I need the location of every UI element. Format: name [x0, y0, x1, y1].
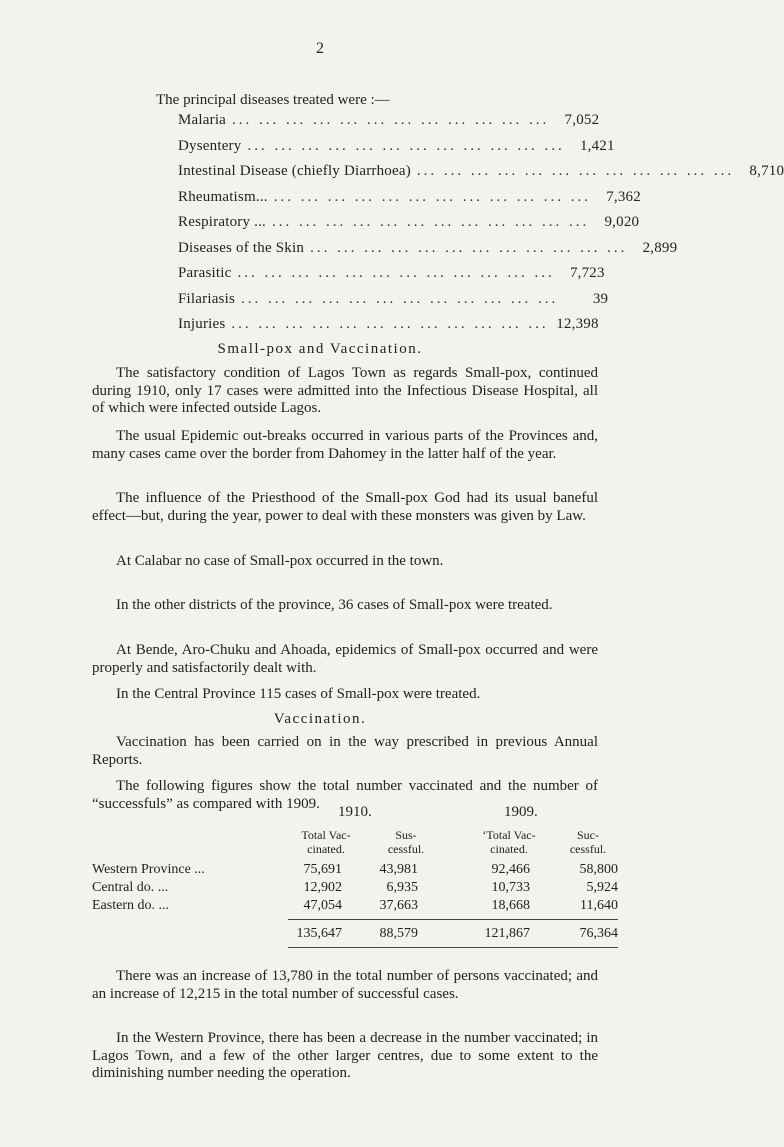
table-cell: 18,668 — [491, 898, 530, 913]
section-heading-smallpox: Small-pox and Vaccination. — [217, 341, 423, 357]
paragraph: The satisfactory condition of Lagos Town as regards Small-pox, continued during 1910, only 17 cases were admitted into the Infectious Disease Hospital, all of which were infected outside Lagos. — [92, 365, 598, 416]
disease-name: Filariasis — [178, 290, 235, 307]
table-cell: 92,466 — [491, 862, 530, 877]
table-cell: 6,935 — [386, 880, 418, 895]
column-header-line: cinated. — [307, 842, 345, 856]
disease-count: 8,710 — [749, 163, 784, 179]
disease-name: Dysentery — [178, 137, 242, 154]
table-cell: 75,691 — [303, 862, 342, 877]
leader-dots: ... ... ... ... ... ... ... ... ... ... ... ... — [247, 137, 565, 154]
disease-list — [178, 112, 784, 342]
table-totals-row — [92, 926, 618, 944]
leader-dots: ... ... ... ... ... ... ... ... ... ... ... ... — [232, 112, 550, 128]
column-header-line: Sus- — [395, 828, 417, 842]
column-header-line: cessful. — [387, 842, 425, 856]
table-cell: 37,663 — [379, 898, 418, 913]
paragraph: The following figures show the total number vaccinated and the number of “successfuls” as compared with 1909. — [92, 778, 598, 812]
disease-row — [178, 188, 641, 215]
column-header-line: ‘Total Vac- — [482, 828, 536, 842]
table-rule-bottom — [288, 947, 618, 948]
table-row — [92, 898, 618, 916]
disease-name: Injuries — [178, 316, 226, 332]
table-row — [92, 862, 618, 880]
disease-count: 9,020 — [604, 214, 640, 230]
table-rule-top — [288, 919, 618, 920]
page-number: 2 — [316, 40, 324, 57]
leader-dots: ... ... ... ... ... ... ... ... ... ... ... ... — [237, 265, 555, 281]
leader-dots: ... ... ... ... ... ... ... ... ... ... ... ... — [273, 188, 591, 205]
disease-name: Respiratory ... — [178, 214, 266, 230]
row-label: Eastern do. ... — [92, 898, 169, 913]
year-1909: 1909. — [504, 804, 538, 820]
column-header-line: Total Vac- — [301, 828, 351, 842]
paragraph: The usual Epidemic out-breaks occurred in various parts of the Provinces and, many cases came over the border from Dahomey in the latter half of the year. — [92, 428, 598, 462]
table-cell: 5,924 — [586, 880, 618, 895]
paragraph: In the Western Province, there has been a decrease in the number vaccinated; in Lagos Town, and a few of the other larger centres, due to some extent to the diminishing number needing the operation. — [92, 1030, 598, 1081]
disease-row — [178, 163, 784, 189]
section-heading-vaccination: Vaccination. — [273, 711, 367, 727]
leader-dots: ... ... ... ... ... ... ... ... ... ... ... ... — [241, 290, 559, 307]
table-cell: 11,640 — [580, 898, 618, 913]
disease-count: 7,052 — [564, 112, 600, 128]
disease-name: Parasitic — [178, 265, 232, 281]
row-label: Western Province ... — [92, 862, 205, 877]
disease-name: Malaria — [178, 112, 227, 128]
leader-dots: ... ... ... ... ... ... ... ... ... ... ... ... — [310, 239, 628, 256]
disease-row — [178, 239, 678, 266]
disease-count: 7,362 — [606, 188, 641, 205]
column-header-line: cinated. — [490, 842, 528, 856]
table-cell: 58,800 — [579, 862, 618, 877]
leader-dots: ... ... ... ... ... ... ... ... ... ... ... ... — [231, 316, 549, 332]
disease-row — [178, 316, 599, 342]
disease-row — [178, 214, 640, 240]
paragraph: At Calabar no case of Small-pox occurred in the town. — [116, 553, 444, 569]
leader-dots: ... ... ... ... ... ... ... ... ... ... ... ... — [271, 214, 590, 230]
leader-dots: ... ... ... ... ... ... ... ... ... ... ... ... — [416, 163, 735, 179]
disease-name: Diseases of the Skin — [178, 239, 305, 256]
paragraph: The influence of the Priesthood of the Small-pox God had its usual baneful effect—but, during the year, power to deal with these monsters was given by Law. — [92, 490, 598, 524]
paragraph: At Bende, Aro-Chuku and Ahoada, epidemics of Small-pox occurred and were properly and satisfactorily dealt with. — [92, 642, 598, 676]
table-cell: 12,902 — [303, 880, 342, 895]
disease-count: 12,398 — [556, 316, 599, 332]
table-cell: 10,733 — [491, 880, 530, 895]
total-cell: 135,647 — [296, 926, 342, 941]
disease-name: Intestinal Disease (chiefly Diarrhoea) — [178, 163, 411, 179]
table-cell: 47,054 — [303, 898, 342, 913]
year-1910: 1910. — [338, 804, 372, 820]
disease-row — [178, 265, 605, 291]
paragraph: There was an increase of 13,780 in the total number of persons vaccinated; and an increase of 12,215 in the total number of successful cases. — [92, 968, 598, 1002]
paragraph: In the Central Province 115 cases of Small-pox were treated. — [116, 686, 481, 702]
table-row — [92, 880, 618, 898]
disease-row — [178, 290, 609, 317]
intro-line: The principal diseases treated were :— — [156, 92, 390, 108]
column-header — [286, 828, 366, 856]
disease-count: 7,723 — [569, 265, 605, 281]
table-cell: 43,981 — [379, 862, 418, 877]
column-header — [558, 828, 618, 856]
disease-count: 2,899 — [642, 239, 678, 256]
column-header — [366, 828, 446, 856]
disease-name: Rheumatism... — [178, 188, 268, 205]
total-cell: 121,867 — [484, 926, 530, 941]
disease-row — [178, 137, 615, 164]
disease-count: 1,421 — [579, 137, 615, 154]
disease-count: 39 — [592, 290, 609, 307]
total-cell: 88,579 — [379, 926, 418, 941]
column-header — [464, 828, 554, 856]
paragraph: In the other districts of the province, 36 cases of Small-pox were treated. — [116, 597, 553, 613]
disease-row — [178, 112, 600, 138]
row-label: Central do. ... — [92, 880, 169, 895]
column-header-line: Suc- — [577, 828, 599, 842]
paragraph: Vaccination has been carried on in the way prescribed in previous Annual Reports. — [92, 734, 598, 768]
column-header-line: cessful. — [569, 842, 607, 856]
table-year-row — [92, 804, 618, 824]
total-cell: 76,364 — [579, 926, 618, 941]
